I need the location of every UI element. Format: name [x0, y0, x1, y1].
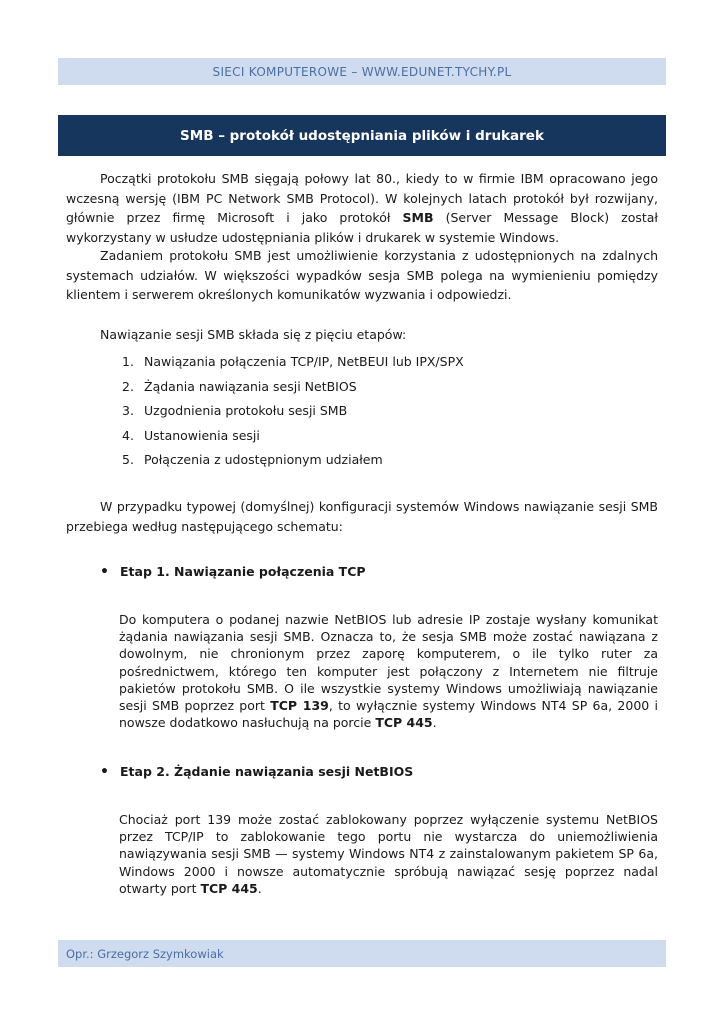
scheme-intro: W przypadku typowej (domyślnej) konfiguracji systemów Windows nawiązanie sesji SMB przebiega według następującego schematu:: [66, 499, 658, 534]
stage-1-heading: [100, 564, 366, 580]
intro-paragraph-1: [66, 169, 658, 247]
stage-1-text-c: .: [432, 715, 437, 731]
bullet-icon: •: [100, 764, 109, 780]
list-item-number: 2.: [122, 378, 134, 394]
list-item: [122, 424, 464, 449]
list-item-label: Połączenia z udostępnionym udziałem: [144, 452, 383, 467]
stage-1-text-b: , to wyłącznie systemy Windows NT4 SP 6a, 2000 i nowsze dodatkowo nasłuchują na porcie: [119, 698, 658, 731]
stage-2-heading: [100, 764, 413, 780]
list-item-number: 5.: [122, 452, 134, 467]
stage-2-text-a: Chociaż port 139 może zostać zablokowany poprzez wyłączenie systemu NetBIOS przez TCP/IP to zablokowanie tego portu nie wystarcza do uniemożliwienia nawiązywania sesji SMB — systemy Windows NT4 z zainstalowanym pakietem SP 6a, Windows 2000 i nowsze automatycznie spróbują nawiązać sesję poprzez nadal otwarty port: [119, 812, 658, 896]
stage-1-heading-text: Etap 1. Nawiązanie połączenia TCP: [120, 564, 366, 579]
list-item: [122, 350, 464, 375]
list-item-label: Nawiązania połączenia TCP/IP, NetBEUI lub IPX/SPX: [144, 354, 464, 369]
list-item: [122, 375, 464, 400]
stage-2-bold-a: TCP 445: [200, 880, 258, 896]
intro-paragraph-2: Zadaniem protokołu SMB jest umożliwienie korzystania z udostępnionych na zdalnych systemach udziałów. W większości wypadków sesja SMB polega na wymienieniu pomiędzy klientem i serwerem określonych komunikatów wyzwania i odpowiedzi.: [66, 248, 658, 302]
stage-2-heading-text: Etap 2. Żądanie nawiązania sesji NetBIOS: [120, 764, 414, 779]
stage-1-text-a: Do komputera o podanej nazwie NetBIOS lub adresie IP zostaje wysłany komunikat żądania nawiązania sesji SMB. Oznacza to, że sesja SMB może zostać nawiązana z dowolnym, nie chronionym przez zaporę komputerem, o ile tylko ruter za pośrednictwem, którego ten komputer jest połączony z Internetem nie filtruje pakietów protokołu SMB. O ile wszystkie systemy Windows umożliwiają nawiązanie sesji SMB poprzez port: [119, 612, 658, 714]
page-footer: [58, 940, 666, 967]
list-item-label: Żądania nawiązania sesji NetBIOS: [144, 378, 357, 394]
page-title: [58, 115, 666, 156]
list-item-number: 3.: [122, 403, 134, 418]
list-item-number: 4.: [122, 427, 134, 443]
list-item: [122, 448, 464, 473]
intro-p1-text-a: Początki protokołu SMB sięgają połowy lat 80., kiedy to w firmie IBM opracowano jego wczesną wersję (IBM PC Network SMB Protocol). W kolejnych latach protokół był rozwijany, głównie przez firmę Microsoft i jako protokół: [66, 171, 658, 225]
list-item-number: 1.: [122, 354, 134, 369]
page-header: [58, 58, 666, 85]
stage-2-text-b: .: [257, 880, 262, 896]
list-item-label: Ustanowienia sesji: [144, 427, 260, 443]
list-item: [122, 399, 464, 424]
steps-list: [122, 350, 464, 473]
bullet-icon: •: [100, 564, 109, 580]
header-text: SIECI KOMPUTEROWE – WWW.EDUNET.TYCHY.PL: [212, 64, 512, 79]
title-text: SMB – protokół udostępniania plików i drukarek: [180, 127, 544, 144]
stage-2-body: [119, 811, 658, 897]
intro-p1-bold: SMB: [402, 210, 434, 225]
intro-p1-text-b: (Server Message Block) został wykorzystany w usłudze udostępniania plików i drukarek w systemie Windows.: [66, 210, 658, 245]
footer-text: Opr.: Grzegorz Szymkowiak: [66, 946, 224, 961]
stage-1-body: [119, 611, 658, 731]
list-item-label: Uzgodnienia protokołu sesji SMB: [144, 403, 348, 418]
steps-intro: Nawiązanie sesji SMB składa się z pięciu etapów:: [100, 327, 407, 342]
stage-1-bold-b: TCP 445: [375, 715, 433, 731]
stage-1-bold-a: TCP 139: [270, 698, 329, 714]
